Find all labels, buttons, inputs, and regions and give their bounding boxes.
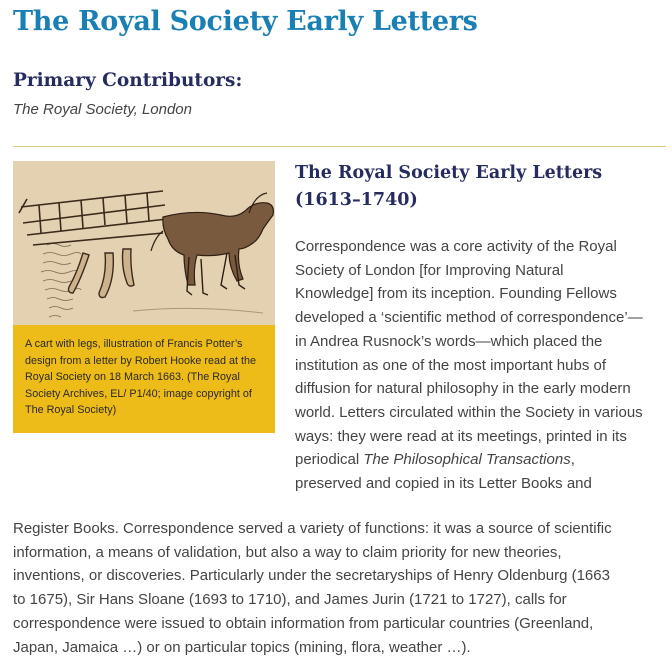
paragraph-line: diffusion for natural philosophy in the early modern	[295, 380, 631, 398]
paragraph-line: developed a ‘scientific method of correspondence’—	[295, 309, 643, 327]
paragraph-line: institution as one of the most important hubs of	[295, 356, 607, 374]
paragraph-line: Knowledge] from its inception. Founding Fellows	[295, 285, 617, 303]
figure-caption: A cart with legs, illustration of Francis Potter’s design from a letter by Robert Hooke read at the Royal Society on 18 March 1663. (The Royal Society Archives, EL/ P1/40; image copyright of The Royal Society)	[13, 325, 275, 433]
paragraph-line: correspondence were issued to obtain information from particular countries (Greenland,	[13, 614, 594, 632]
paragraph-line	[295, 448, 665, 472]
paragraph-line: Correspondence was a core activity of the Royal	[295, 238, 617, 255]
section-divider	[13, 146, 666, 147]
paragraph-line: Register Books. Correspondence served a variety of functions: it was a source of scientific	[13, 520, 612, 537]
article-paragraph-full-width	[13, 517, 668, 659]
paragraph-line: information, a means of validation, but also a way to claim priority for new theories,	[13, 543, 562, 561]
cart-illustration-image[interactable]	[13, 161, 275, 325]
contributor-name: The Royal Society, London	[13, 101, 192, 118]
paragraph-line: world. Letters circulated within the Society in various	[295, 403, 643, 421]
paragraph-line: in Andrea Rusnock’s words—which placed the	[295, 332, 603, 350]
paragraph-text: periodical	[295, 451, 364, 469]
article-title: The Royal Society Early Letters (1613–1740)	[295, 163, 603, 210]
contributors-heading: Primary Contributors:	[13, 70, 243, 91]
paragraph-line: to 1675), Sir Hans Sloane (1693 to 1710), and James Jurin (1721 to 1727), calls for	[13, 591, 567, 609]
paragraph-text: ,	[570, 451, 575, 469]
journal-title: The Philosophical Transactions	[363, 451, 571, 469]
paragraph-line: Society of London [for Improving Natural	[295, 261, 564, 279]
cart-drawing	[13, 161, 275, 325]
paragraph-line: inventions, or discoveries. Particularly under the secretaryships of Henry Oldenburg (1663	[13, 567, 610, 585]
paragraph-line: Japan, Jamaica …) or on particular topics (mining, flora, weather …).	[13, 638, 471, 656]
paragraph-line: preserved and copied in its Letter Books and	[295, 475, 592, 493]
article-paragraph-wrapped	[295, 235, 665, 496]
page-title: The Royal Society Early Letters	[13, 6, 478, 37]
article-figure	[13, 161, 275, 433]
paragraph-line: ways: they were read at its meetings, printed in its	[295, 427, 627, 445]
